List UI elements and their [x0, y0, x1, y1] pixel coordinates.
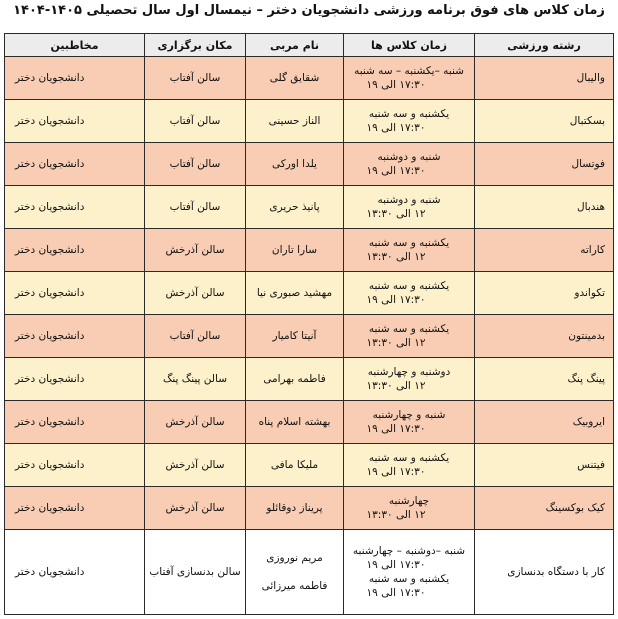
time-cell — [344, 100, 475, 143]
sport-cell: پینگ پنگ — [475, 358, 614, 401]
time-days: شنبه و دوشنبه — [377, 151, 441, 163]
sport-cell: والیبال — [475, 57, 614, 100]
time-cell — [344, 272, 475, 315]
header-row — [5, 34, 614, 57]
coach-cell: شقایق گلی — [246, 57, 344, 100]
audience-cell: دانشجویان دختر — [5, 100, 145, 143]
table-row — [5, 100, 614, 143]
venue-cell: سالن آفتاب — [145, 315, 246, 358]
sport-cell: تکواندو — [475, 272, 614, 315]
audience-cell: دانشجویان دختر — [5, 57, 145, 100]
table-row — [5, 358, 614, 401]
time-days: شنبه –یکشنبه – سه شنبه — [354, 65, 464, 77]
audience-cell: دانشجویان دختر — [5, 186, 145, 229]
table-row — [5, 272, 614, 315]
time-hours: ۱۷:۳۰ الی ۱۹ — [366, 122, 426, 134]
audience-cell: دانشجویان دختر — [5, 444, 145, 487]
audience-cell: دانشجویان دختر — [5, 315, 145, 358]
audience-cell: دانشجویان دختر — [5, 229, 145, 272]
schedule-table — [4, 33, 614, 615]
venue-cell: سالن پینگ پنگ — [145, 358, 246, 401]
sport-cell: بسکتبال — [475, 100, 614, 143]
time-hours: ۱۷:۳۰ الی ۱۹ — [366, 423, 426, 435]
time-hours: ۱۲ الی ۱۳:۳۰ — [366, 251, 426, 263]
time-hours: ۱۲ الی ۱۳:۳۰ — [366, 208, 426, 220]
column-header-coach: نام مربی — [246, 34, 344, 57]
sport-cell: کیک بوکسینگ — [475, 487, 614, 530]
audience-cell: دانشجویان دختر — [5, 530, 145, 615]
column-header-sport: رشته ورزشی — [475, 34, 614, 57]
venue-cell: سالن آفتاب — [145, 143, 246, 186]
time-hours: ۱۲ الی ۱۳:۳۰ — [366, 509, 426, 521]
venue-cell: سالن بدنسازی آفتاب — [145, 530, 246, 615]
time-days: دوشنبه و چهارشنبه — [367, 366, 451, 378]
coach-name-b: فاطمه میرزائی — [261, 580, 328, 592]
table-row — [5, 401, 614, 444]
sport-cell: فیتنس — [475, 444, 614, 487]
time-days: شنبه و دوشنبه — [377, 194, 441, 206]
audience-cell: دانشجویان دختر — [5, 487, 145, 530]
table-row — [5, 57, 614, 100]
table-row — [5, 143, 614, 186]
coach-cell: پریناز دوقائلو — [246, 487, 344, 530]
venue-cell: سالن آفتاب — [145, 186, 246, 229]
coach-cell: یلدا اورکی — [246, 143, 344, 186]
time-days: یکشنبه و سه شنبه — [368, 237, 450, 249]
time-cell — [344, 487, 475, 530]
time-hours: ۱۲ الی ۱۳:۳۰ — [366, 337, 426, 349]
time-cell — [344, 401, 475, 444]
time-days-b: یکشنبه و سه شنبه — [368, 573, 450, 585]
coach-cell: بهشته اسلام پناه — [246, 401, 344, 444]
time-hours: ۱۷:۳۰ الی ۱۹ — [366, 466, 426, 478]
time-cell — [344, 358, 475, 401]
sport-cell: بدمینتون — [475, 315, 614, 358]
coach-cell — [246, 530, 344, 615]
venue-cell: سالن آفتاب — [145, 100, 246, 143]
venue-cell: سالن آفتاب — [145, 57, 246, 100]
time-cell — [344, 57, 475, 100]
table-row — [5, 229, 614, 272]
table-row-gym — [5, 530, 614, 615]
time-days: یکشنبه و سه شنبه — [368, 323, 450, 335]
coach-cell: پانیذ حریری — [246, 186, 344, 229]
coach-cell: مهشید صبوری نیا — [246, 272, 344, 315]
time-days: یکشنبه و سه شنبه — [368, 452, 450, 464]
time-days: یکشنبه و سه شنبه — [368, 108, 450, 120]
time-days: شنبه و چهارشنبه — [372, 409, 446, 421]
time-hours: ۱۷:۳۰ الی ۱۹ — [366, 165, 426, 177]
coach-cell: سارا تاران — [246, 229, 344, 272]
table-row — [5, 444, 614, 487]
time-cell — [344, 315, 475, 358]
time-days: یکشنبه و سه شنبه — [368, 280, 450, 292]
audience-cell: دانشجویان دختر — [5, 272, 145, 315]
time-hours-b: ۱۷:۳۰ الی ۱۹ — [366, 587, 426, 599]
audience-cell: دانشجویان دختر — [5, 143, 145, 186]
time-cell — [344, 530, 475, 615]
venue-cell: سالن آذرخش — [145, 444, 246, 487]
coach-cell: ملیکا مافی — [246, 444, 344, 487]
page-title: زمان کلاس های فوق برنامه ورزشی دانشجویان دختر – نیمسال اول سال تحصیلی ۱۴۰۵-۱۴۰۴ — [13, 3, 605, 18]
sport-cell: کار با دستگاه بدنسازی — [475, 530, 614, 615]
audience-cell: دانشجویان دختر — [5, 401, 145, 444]
time-cell — [344, 143, 475, 186]
table-row — [5, 487, 614, 530]
time-days: چهارشنبه — [388, 495, 430, 507]
coach-cell: فاطمه بهرامی — [246, 358, 344, 401]
audience-cell: دانشجویان دختر — [5, 358, 145, 401]
venue-cell: سالن آذرخش — [145, 272, 246, 315]
time-cell — [344, 229, 475, 272]
sport-cell: فوتسال — [475, 143, 614, 186]
column-header-venue: مکان برگزاری — [145, 34, 246, 57]
time-cell — [344, 186, 475, 229]
time-hours: ۱۷:۳۰ الی ۱۹ — [366, 79, 426, 91]
time-hours: ۱۲ الی ۱۳:۳۰ — [366, 380, 426, 392]
time-days-a: شنبه –دوشنبه – چهارشنبه — [352, 545, 466, 557]
time-cell — [344, 444, 475, 487]
sport-cell: کاراته — [475, 229, 614, 272]
venue-cell: سالن آذرخش — [145, 229, 246, 272]
column-header-time: زمان کلاس ها — [344, 34, 475, 57]
time-hours: ۱۷:۳۰ الی ۱۹ — [366, 294, 426, 306]
table-row — [5, 186, 614, 229]
venue-cell: سالن آذرخش — [145, 401, 246, 444]
coach-name-a: مریم نوروزی — [266, 552, 323, 564]
coach-cell: الناز حسینی — [246, 100, 344, 143]
sport-cell: هندبال — [475, 186, 614, 229]
coach-cell: آنیتا کامیار — [246, 315, 344, 358]
venue-cell: سالن آذرخش — [145, 487, 246, 530]
sport-cell: ایروبیک — [475, 401, 614, 444]
table-row — [5, 315, 614, 358]
time-hours-a: ۱۷:۳۰ الی ۱۹ — [366, 559, 426, 571]
column-header-audience: مخاطبین — [5, 34, 145, 57]
table-body — [5, 57, 614, 615]
